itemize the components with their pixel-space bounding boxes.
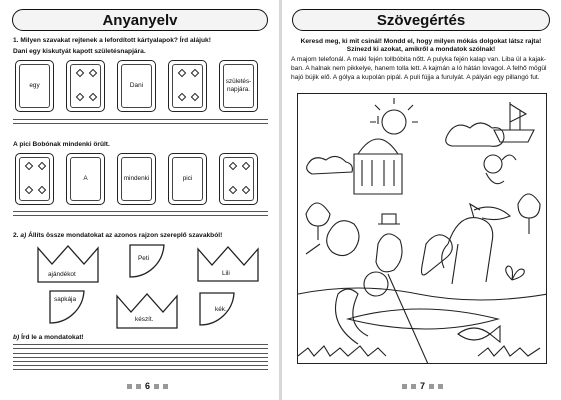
- page-title: Anyanyelv: [12, 9, 268, 31]
- right-page: [281, 0, 561, 400]
- fish-icon: [458, 326, 500, 342]
- crown-shape: [36, 244, 100, 284]
- intro-line-2: Színezd ki azokat, amikről a mondatok szólnak!: [346, 46, 496, 53]
- crocodile-icon: [474, 207, 510, 220]
- page-title: Szövegértés: [292, 9, 550, 31]
- quarter-circle-shape: [48, 289, 86, 325]
- writing-lines: [13, 341, 268, 370]
- crown-word: ajándékot: [48, 271, 76, 278]
- word-card-5: [219, 60, 258, 112]
- quarter-word: Peti: [138, 255, 150, 262]
- intro-line-1: Keresd meg, ki mit csinál! Mondd el, hogy milyen mókás dolgokat látsz rajta!: [300, 38, 542, 45]
- page-number: 6: [127, 381, 168, 391]
- horse-icon: [442, 204, 493, 284]
- card-word: mindenki: [121, 157, 152, 201]
- card-word: egy: [19, 64, 50, 108]
- ship-icon: [494, 102, 534, 142]
- crown-word: készít.: [135, 316, 154, 323]
- cloud-icon: [307, 156, 353, 174]
- card-word: Dani: [121, 64, 152, 108]
- turkey-icon: [376, 234, 402, 272]
- card-word: A: [70, 157, 101, 201]
- card-word: születés- napjára.: [223, 64, 254, 108]
- dome-icon: [354, 116, 402, 194]
- face-down-card: [15, 153, 54, 205]
- lemur-icon: [364, 272, 388, 296]
- word-card-1: [15, 60, 54, 112]
- paragraph-line: hajó bújik elő. A gólya a kupolán pipál. A puli fújja a furulyát. A pályán egy pillangó fut.: [291, 74, 540, 81]
- left-page: [0, 0, 280, 400]
- crown-shape: [196, 245, 260, 283]
- monkey-icon: [484, 155, 502, 173]
- word-card-2: [66, 153, 105, 205]
- kayak-icon: [348, 309, 498, 329]
- sentence-2: A pici Bobónak mindenki örült.: [13, 141, 110, 148]
- sentence-1: Dani egy kiskutyát kapott születésnapjára.: [13, 48, 146, 55]
- tree-icon: [306, 203, 330, 240]
- task-1-instruction: 1. Milyen szavakat rejtenek a lefordított kártyalapok? Írd alájuk!: [13, 37, 211, 44]
- word-card-3: [117, 60, 156, 112]
- coloring-illustration: [297, 93, 547, 364]
- face-down-card: [219, 153, 258, 205]
- butterfly-icon: [506, 266, 525, 280]
- paddle-icon: [388, 274, 428, 364]
- quarter-word: kék.: [215, 306, 227, 313]
- page-number: 7: [402, 381, 443, 391]
- face-down-card: [66, 60, 105, 112]
- hat-icon: [382, 214, 396, 224]
- crown-word: Lili: [222, 270, 230, 277]
- face-down-card: [168, 60, 207, 112]
- word-card-3: [117, 153, 156, 205]
- fantasy-scene-drawing: [298, 94, 547, 364]
- goose-icon: [422, 235, 453, 275]
- task-2-instruction: 2. a) Állíts össze mondatokat az azonos rajzon szereplő szavakból!: [13, 232, 223, 239]
- answer-lines: [13, 208, 268, 216]
- paragraph-line: ban. A halnak nem pikkelye, hanem tolla lett. A kajmán a ló hátán lovagol. A felhő mögül: [291, 65, 547, 72]
- word-card-4: [168, 153, 207, 205]
- task-b-instruction: b) Írd le a mondatokat!: [13, 334, 84, 341]
- paragraph-line: A majom telefonál. A maki fején tollbóbita nőtt. A pulyka fején kalap van. Liba ül a kajak-: [291, 56, 547, 63]
- cloud-icon: [446, 123, 504, 146]
- sun-icon: [382, 110, 406, 134]
- crown-shape: [115, 292, 179, 330]
- card-word: pici: [172, 157, 203, 201]
- answer-lines: [13, 116, 268, 124]
- tree-icon: [518, 194, 540, 234]
- quarter-word: sapkája: [54, 296, 77, 303]
